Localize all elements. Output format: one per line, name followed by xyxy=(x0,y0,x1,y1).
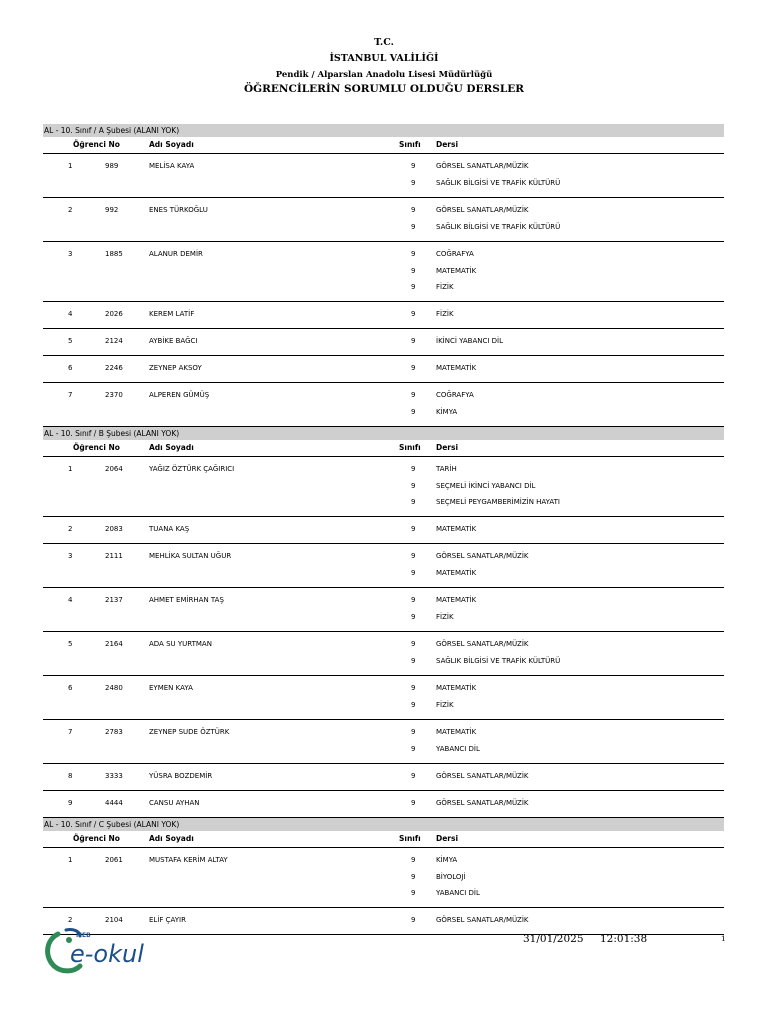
student-name: AHMET EMİRHAN TAŞ xyxy=(149,596,224,604)
student-name: TUANA KAŞ xyxy=(149,525,190,533)
student-no: 2104 xyxy=(105,916,123,924)
student-no: 3333 xyxy=(105,772,123,780)
row-index: 6 xyxy=(68,364,73,372)
course-grade: 9 xyxy=(411,568,416,577)
course-grade: 9 xyxy=(411,872,416,881)
course-grade: 9 xyxy=(411,856,416,864)
student-no: 2370 xyxy=(105,391,123,399)
column-header-row xyxy=(43,831,724,848)
course-grade: 9 xyxy=(411,744,416,753)
student-name: ENES TÜRKOĞLU xyxy=(149,206,208,214)
course-name: KİMYA xyxy=(436,856,458,864)
course-name: YABANCI DİL xyxy=(436,889,480,897)
course-grade: 9 xyxy=(411,684,416,692)
course-name: FİZİK xyxy=(436,612,454,621)
student-name: MELİSA KAYA xyxy=(149,162,195,170)
table-row xyxy=(43,676,724,720)
course-grade: 9 xyxy=(411,310,416,318)
section-title: AL - 10. Sınıf / A Şubesi (ALANI YOK) xyxy=(43,124,724,137)
row-index: 1 xyxy=(68,162,73,170)
course-name: COĞRAFYA xyxy=(436,391,474,399)
course-grade: 9 xyxy=(411,178,416,187)
row-index: 4 xyxy=(68,596,73,604)
course-name: FİZİK xyxy=(436,283,454,291)
table-row xyxy=(43,588,724,632)
course-grade: 9 xyxy=(411,889,416,897)
table-row xyxy=(43,517,724,544)
course-grade: 9 xyxy=(411,222,416,231)
table-row xyxy=(43,848,724,908)
student-name: YAĞIZ ÖZTÜRK ÇAĞIRICI xyxy=(149,465,235,473)
course-grade: 9 xyxy=(411,465,416,473)
course-name: GÖRSEL SANATLAR/MÜZİK xyxy=(436,552,529,560)
row-index: 4 xyxy=(68,310,73,318)
course-grade: 9 xyxy=(411,364,416,372)
course-grade: 9 xyxy=(411,700,416,709)
student-no: 992 xyxy=(105,206,119,214)
eokul-logo-icon xyxy=(44,926,156,976)
course-grade: 9 xyxy=(411,250,416,258)
course-name: İKİNCİ YABANCI DİL xyxy=(436,337,504,345)
student-no: 2246 xyxy=(105,364,123,372)
course-grade: 9 xyxy=(411,407,416,416)
table-row xyxy=(43,356,724,383)
student-no: 2783 xyxy=(105,728,123,736)
course-name: MATEMATİK xyxy=(436,684,477,692)
column-header-row xyxy=(43,440,724,457)
course-name: GÖRSEL SANATLAR/MÜZİK xyxy=(436,162,529,170)
student-no: 989 xyxy=(105,162,119,170)
col-name: Adı Soyadı xyxy=(149,834,194,843)
course-name: GÖRSEL SANATLAR/MÜZİK xyxy=(436,799,529,807)
col-course: Dersi xyxy=(436,140,459,149)
row-index: 3 xyxy=(68,552,73,560)
row-index: 2 xyxy=(68,525,73,533)
student-name: ALANUR DEMİR xyxy=(149,250,203,258)
row-index: 1 xyxy=(68,465,73,473)
course-name: FİZİK xyxy=(436,310,454,318)
student-no: 2061 xyxy=(105,856,123,864)
course-grade: 9 xyxy=(411,799,416,807)
course-name: SEÇMELİ İKİNCİ YABANCI DİL xyxy=(436,481,536,490)
logo-small-text: MEB xyxy=(76,932,91,939)
course-grade: 9 xyxy=(411,612,416,621)
column-header-row xyxy=(43,137,724,154)
student-name: AYBİKE BAĞCI xyxy=(149,337,198,345)
course-grade: 9 xyxy=(411,552,416,560)
col-name: Adı Soyadı xyxy=(149,443,194,452)
course-grade: 9 xyxy=(411,266,416,275)
header-school: Pendik / Alparslan Anadolu Lisesi Müdürlüğü xyxy=(275,70,493,80)
col-course: Dersi xyxy=(436,443,459,452)
course-name: MATEMATİK xyxy=(436,266,477,275)
table-row xyxy=(43,329,724,356)
student-name: ELİF ÇAYIR xyxy=(149,916,186,924)
student-course-table xyxy=(43,124,724,935)
table-row xyxy=(43,242,724,302)
course-name: MATEMATİK xyxy=(436,596,477,604)
course-grade: 9 xyxy=(411,728,416,736)
col-student-no: Öğrenci No xyxy=(73,140,120,149)
course-grade: 9 xyxy=(411,481,416,490)
row-index: 5 xyxy=(68,640,73,648)
table-row xyxy=(43,544,724,588)
student-no: 1885 xyxy=(105,250,123,258)
course-name: GÖRSEL SANATLAR/MÜZİK xyxy=(436,772,529,780)
student-no: 4444 xyxy=(105,799,123,807)
course-name: GÖRSEL SANATLAR/MÜZİK xyxy=(436,206,529,214)
student-name: MUSTAFA KERİM ALTAY xyxy=(149,856,228,864)
col-name: Adı Soyadı xyxy=(149,140,194,149)
footer-date: 31/01/2025 xyxy=(523,933,584,945)
row-index: 2 xyxy=(68,916,73,924)
row-index: 7 xyxy=(68,728,73,736)
row-index: 5 xyxy=(68,337,73,345)
col-student-no: Öğrenci No xyxy=(73,443,120,452)
table-row xyxy=(43,791,724,818)
col-student-no: Öğrenci No xyxy=(73,834,120,843)
col-course: Dersi xyxy=(436,834,459,843)
header-tc: T.C. xyxy=(374,37,394,48)
course-name: BİYOLOJİ xyxy=(436,872,466,881)
student-no: 2137 xyxy=(105,596,123,604)
row-index: 9 xyxy=(68,799,73,807)
student-no: 2064 xyxy=(105,465,123,473)
col-grade: Sınıfı xyxy=(399,834,421,843)
course-name: MATEMATİK xyxy=(436,525,477,533)
course-grade: 9 xyxy=(411,206,416,214)
student-no: 2164 xyxy=(105,640,123,648)
student-name: MEHLİKA SULTAN UĞUR xyxy=(149,552,232,560)
course-grade: 9 xyxy=(411,640,416,648)
table-row xyxy=(43,457,724,517)
course-name: SAĞLIK BİLGİSİ VE TRAFİK KÜLTÜRÜ xyxy=(436,178,561,187)
student-name: YÜSRA BOZDEMİR xyxy=(149,772,213,780)
table-row xyxy=(43,764,724,791)
header-valilik: İSTANBUL VALİLİĞİ xyxy=(329,53,439,64)
course-name: COĞRAFYA xyxy=(436,250,474,258)
student-no: 2083 xyxy=(105,525,123,533)
student-no: 2026 xyxy=(105,310,123,318)
row-index: 1 xyxy=(68,856,73,864)
student-no: 2111 xyxy=(105,552,123,560)
course-name: GÖRSEL SANATLAR/MÜZİK xyxy=(436,640,529,648)
row-index: 3 xyxy=(68,250,73,258)
student-name: KEREM LATİF xyxy=(149,310,195,318)
course-name: MATEMATİK xyxy=(436,364,477,372)
table-row xyxy=(43,383,724,427)
course-name: KİMYA xyxy=(436,407,458,416)
col-grade: Sınıfı xyxy=(399,443,421,452)
course-grade: 9 xyxy=(411,916,416,924)
course-name: GÖRSEL SANATLAR/MÜZİK xyxy=(436,916,529,924)
course-name: SAĞLIK BİLGİSİ VE TRAFİK KÜLTÜRÜ xyxy=(436,656,561,665)
student-name: ADA SU YURTMAN xyxy=(149,640,212,648)
row-index: 8 xyxy=(68,772,73,780)
student-no: 2480 xyxy=(105,684,123,692)
course-grade: 9 xyxy=(411,656,416,665)
logo-text: e-okul xyxy=(70,940,144,968)
course-grade: 9 xyxy=(411,525,416,533)
table-row xyxy=(43,154,724,198)
student-no: 2124 xyxy=(105,337,123,345)
student-name: EYMEN KAYA xyxy=(149,684,193,692)
page-number: 1 xyxy=(721,934,726,943)
footer-time: 12:01:38 xyxy=(600,933,648,945)
course-grade: 9 xyxy=(411,283,416,291)
course-name: MATEMATİK xyxy=(436,728,477,736)
table-row xyxy=(43,720,724,764)
course-grade: 9 xyxy=(411,498,416,506)
course-name: YABANCI DİL xyxy=(436,744,480,753)
course-name: TARİH xyxy=(436,465,457,473)
course-name: SAĞLIK BİLGİSİ VE TRAFİK KÜLTÜRÜ xyxy=(436,222,561,231)
page-title: ÖĞRENCİLERİN SORUMLU OLDUĞU DERSLER xyxy=(244,83,524,95)
course-grade: 9 xyxy=(411,337,416,345)
course-name: FİZİK xyxy=(436,700,454,709)
section-title: AL - 10. Sınıf / C Şubesi (ALANI YOK) xyxy=(43,818,724,831)
table-row xyxy=(43,632,724,676)
student-name: ALPEREN GÜMÜŞ xyxy=(149,391,210,399)
course-grade: 9 xyxy=(411,772,416,780)
course-grade: 9 xyxy=(411,596,416,604)
student-name: ZEYNEP SUDE ÖZTÜRK xyxy=(149,728,230,736)
row-index: 2 xyxy=(68,206,73,214)
table-row xyxy=(43,302,724,329)
row-index: 6 xyxy=(68,684,73,692)
course-grade: 9 xyxy=(411,162,416,170)
col-grade: Sınıfı xyxy=(399,140,421,149)
student-name: CANSU AYHAN xyxy=(149,799,200,807)
course-name: SEÇMELİ PEYGAMBERİMİZİN HAYATI xyxy=(436,498,560,506)
section-title: AL - 10. Sınıf / B Şubesi (ALANI YOK) xyxy=(43,427,724,440)
table-row xyxy=(43,198,724,242)
course-name: MATEMATİK xyxy=(436,568,477,577)
student-name: ZEYNEP AKSOY xyxy=(149,364,202,372)
course-grade: 9 xyxy=(411,391,416,399)
row-index: 7 xyxy=(68,391,73,399)
eokul-logo xyxy=(44,926,156,976)
